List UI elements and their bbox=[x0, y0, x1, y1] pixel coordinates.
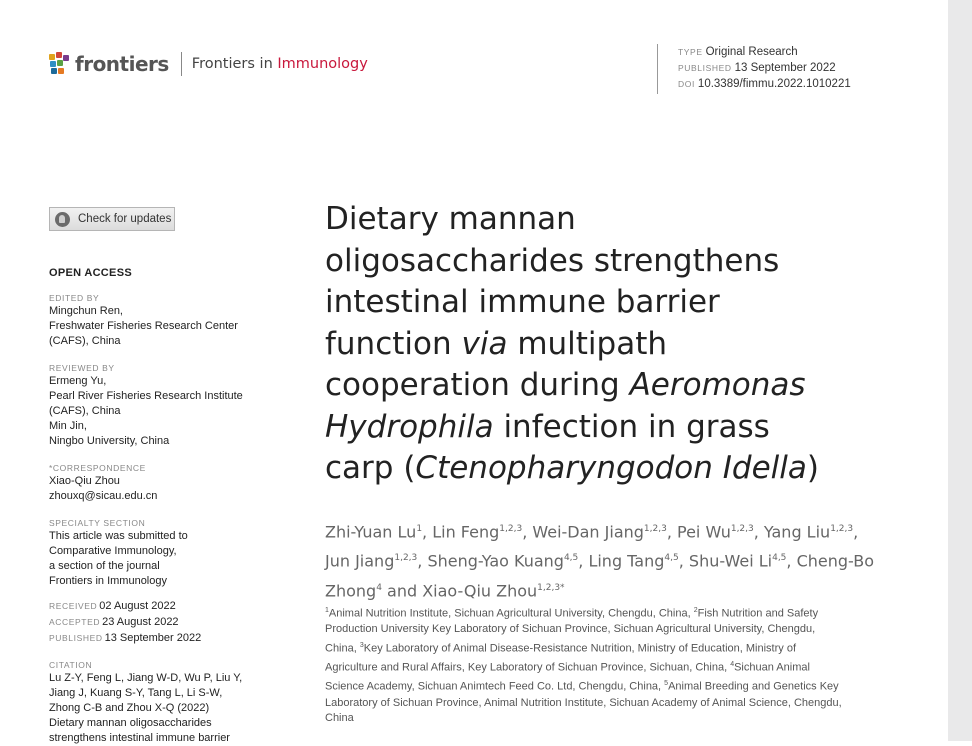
author-affiliation-marker: 1,2,3 bbox=[394, 553, 418, 564]
brand-name: frontiers bbox=[75, 52, 169, 76]
journal-name bbox=[192, 56, 368, 72]
author-affiliation-marker: 1 bbox=[416, 524, 423, 534]
meta-doi[interactable]: DOI 10.3389/fimmu.2022.1010221 bbox=[678, 78, 851, 90]
specialty-section-label: SPECIALTY SECTION bbox=[49, 518, 146, 528]
edited-by-label: EDITED BY bbox=[49, 293, 100, 303]
article-dates bbox=[49, 598, 269, 646]
crossmark-icon bbox=[55, 212, 70, 227]
author-affiliation-marker: 4,5 bbox=[772, 553, 787, 564]
article-sidebar bbox=[49, 207, 269, 746]
affiliation-text: Animal Nutrition Institute, Sichuan Agricultural University, Chengdu, China, bbox=[328, 607, 694, 620]
citation-label: CITATION bbox=[49, 660, 93, 670]
author-affiliation-marker: 1,2,3 bbox=[830, 524, 854, 534]
author-name: Shu-Wei Li bbox=[688, 551, 773, 571]
author-affiliation-marker: 1,2,3 bbox=[643, 524, 667, 534]
author-affiliation-marker: 4,5 bbox=[563, 553, 579, 564]
article-meta bbox=[657, 44, 851, 94]
affiliation-marker: 3 bbox=[359, 641, 364, 649]
scrollbar[interactable] bbox=[948, 0, 972, 741]
author-name: Jun Jiang bbox=[325, 551, 395, 571]
accepted-date: ACCEPTED 23 August 2022 bbox=[49, 616, 179, 628]
author-affiliation-marker: 1,2,3 bbox=[499, 524, 523, 534]
frontiers-logo-icon bbox=[49, 52, 71, 76]
author-affiliation-marker: 4 bbox=[376, 582, 382, 593]
editor-info: Mingchun Ren, Freshwater Fisheries Research Center (CAFS), China bbox=[49, 305, 238, 347]
author-affiliation-marker: 1,2,3* bbox=[537, 582, 565, 593]
reviewed-by-label: REVIEWED BY bbox=[49, 363, 115, 373]
author-list bbox=[325, 516, 885, 604]
author-separator: , bbox=[753, 522, 764, 542]
affiliation-marker: 5 bbox=[664, 680, 669, 688]
published-date: PUBLISHED 13 September 2022 bbox=[49, 632, 202, 644]
author-separator: , bbox=[417, 551, 428, 571]
author-name: Cheng-Bo Zhong bbox=[325, 551, 875, 600]
author-separator: , bbox=[853, 522, 859, 542]
author-separator: and bbox=[381, 580, 423, 600]
author-name: Xiao-Qiu Zhou bbox=[422, 580, 538, 600]
author-separator: , bbox=[422, 522, 433, 542]
author-affiliation-marker: 1,2,3 bbox=[730, 524, 754, 534]
author-affiliation-marker: 4,5 bbox=[664, 553, 679, 564]
meta-published: PUBLISHED 13 September 2022 bbox=[678, 62, 836, 74]
affiliation-marker: 4 bbox=[730, 661, 735, 669]
check-for-updates-button[interactable]: Check for updates bbox=[49, 207, 175, 231]
journal-title-accent: Immunology bbox=[277, 56, 368, 72]
open-access-label: OPEN ACCESS bbox=[49, 267, 132, 279]
correspondence-email-link[interactable]: zhouxq@sicau.edu.cn bbox=[49, 490, 158, 502]
affiliations bbox=[325, 603, 845, 727]
affiliation-text: Key Laboratory of Animal Disease-Resistance Nutrition, Ministry of Education, Ministry of Agriculture and Rural Affairs, Key Laboratory of Sichuan Province, Sichuan, China, bbox=[325, 642, 796, 674]
author-separator: , bbox=[578, 551, 589, 571]
correspondence-info: Xiao-Qiu Zhou zhouxq@sicau.edu.cn bbox=[49, 474, 269, 504]
citation-text: Lu Z-Y, Feng L, Jiang W-D, Wu P, Liu Y, Jiang J, Kuang S-Y, Tang L, Li S-W, Zhong C-B and Zhou X-Q (2022) Dietary mannan oligosaccharides strengthens intestinal immune barrier bbox=[49, 672, 243, 744]
affiliation-marker: 2 bbox=[693, 607, 698, 614]
logo-divider bbox=[181, 52, 182, 76]
author-name: Pei Wu bbox=[677, 522, 731, 542]
journal-prefix: Frontiers in bbox=[191, 56, 273, 72]
author-name: Zhi-Yuan Lu bbox=[325, 522, 417, 542]
received-date: RECEIVED 02 August 2022 bbox=[49, 600, 176, 612]
author-name: Lin Feng bbox=[432, 522, 500, 542]
affiliation-text: Sichuan Animal Science Academy, Sichuan Animtech Feed Co. Ltd, Chengdu, China, bbox=[325, 661, 810, 693]
author-separator: , bbox=[678, 551, 689, 571]
affiliation-marker: 1 bbox=[325, 607, 329, 614]
journal-logo bbox=[49, 52, 368, 76]
author-separator: , bbox=[666, 522, 677, 542]
author-name: Yang Liu bbox=[763, 522, 831, 542]
reviewer-info: Ermeng Yu, Pearl River Fisheries Research Institute (CAFS), China Min Jin, Ningbo University, China bbox=[49, 375, 243, 447]
author-name: Ling Tang bbox=[588, 551, 665, 571]
author-name: Wei-Dan Jiang bbox=[532, 522, 644, 542]
meta-type: TYPE Original Research bbox=[678, 46, 798, 58]
affiliation-text: Animal Breeding and Genetics Key Laboratory of Sichuan Province, Animal Nutrition Institute, Sichuan Academy of Animal Science, Chengdu, China bbox=[325, 681, 842, 725]
author-separator: , bbox=[522, 522, 533, 542]
correspondence-label: *CORRESPONDENCE bbox=[49, 463, 146, 473]
author-separator: , bbox=[786, 551, 797, 571]
specialty-info: This article was submitted to Comparative Immunology, a section of the journal Frontiers in Immunology bbox=[49, 530, 188, 587]
article-title: Dietary mannan oligosaccharides strengthens intestinal immune barrier function via multipath cooperation during Aeromonas Hydrophila infection in grass carp (Ctenopharyngodon Idella) bbox=[325, 201, 819, 486]
affiliation-text: Fish Nutrition and Safety Production University Key Laboratory of Sichuan Province, Sichuan Agricultural University, Chengdu, China, bbox=[325, 607, 819, 655]
author-name: Sheng-Yao Kuang bbox=[427, 551, 564, 571]
